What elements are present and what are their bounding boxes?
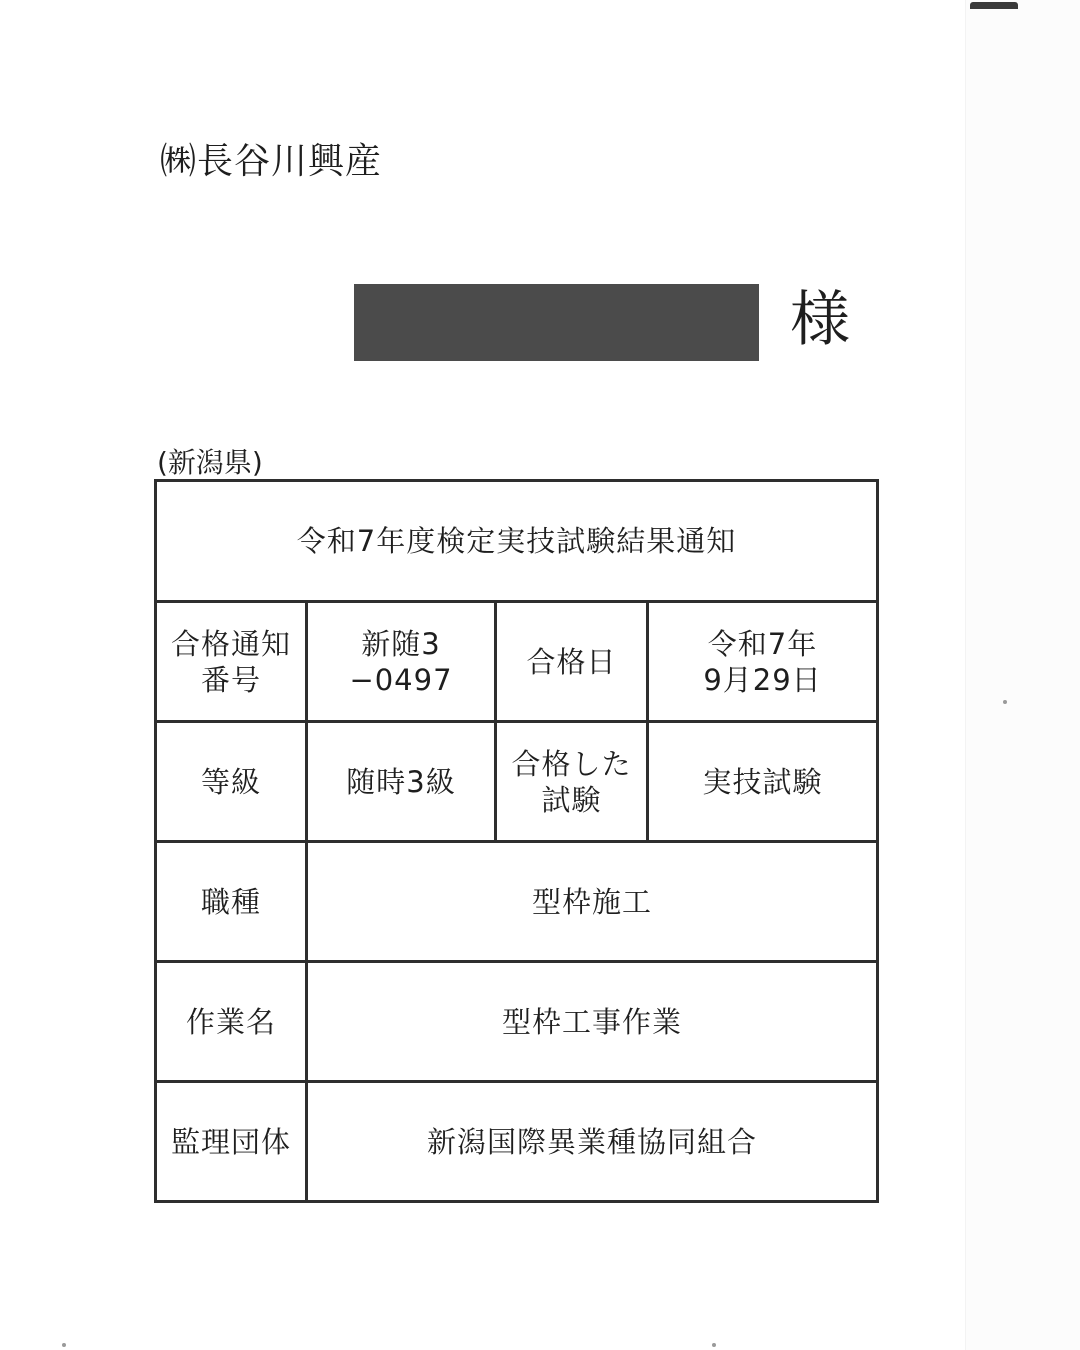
corner-mark: [970, 2, 1018, 23]
scan-speck: [62, 1343, 66, 1347]
occupation-label: 職種: [156, 842, 307, 962]
supervising-org-value: 新潟国際異業種協同組合: [307, 1082, 878, 1202]
supervising-org-label: 監理団体: [156, 1082, 307, 1202]
table-row: [156, 602, 878, 722]
scan-speck: [1003, 700, 1007, 704]
passed-exam-label: 合格した 試験: [496, 722, 648, 842]
company-name: ㈱長谷川興産: [160, 141, 383, 182]
table-row: [156, 1082, 878, 1202]
redacted-name: [354, 284, 759, 361]
table-title: 令和7年度検定実技試験結果通知: [156, 481, 878, 602]
notice-number-value: 新随3 −0497: [307, 602, 496, 722]
page-edge: [965, 0, 1080, 1350]
prefecture-label: (新潟県): [157, 446, 263, 479]
pass-date-value: 令和7年 9月29日: [648, 602, 878, 722]
scan-speck: [712, 1343, 716, 1347]
table-row: [156, 842, 878, 962]
table-title-row: [156, 481, 878, 602]
grade-value: 随時3級: [307, 722, 496, 842]
table-row: [156, 962, 878, 1082]
result-table: [154, 479, 879, 1203]
occupation-value: 型枠施工: [307, 842, 878, 962]
work-name-value: 型枠工事作業: [307, 962, 878, 1082]
notice-number-label: 合格通知 番号: [156, 602, 307, 722]
grade-label: 等級: [156, 722, 307, 842]
table-row: [156, 722, 878, 842]
honorific-suffix: 様: [790, 285, 850, 355]
work-name-label: 作業名: [156, 962, 307, 1082]
passed-exam-value: 実技試験: [648, 722, 878, 842]
pass-date-label: 合格日: [496, 602, 648, 722]
